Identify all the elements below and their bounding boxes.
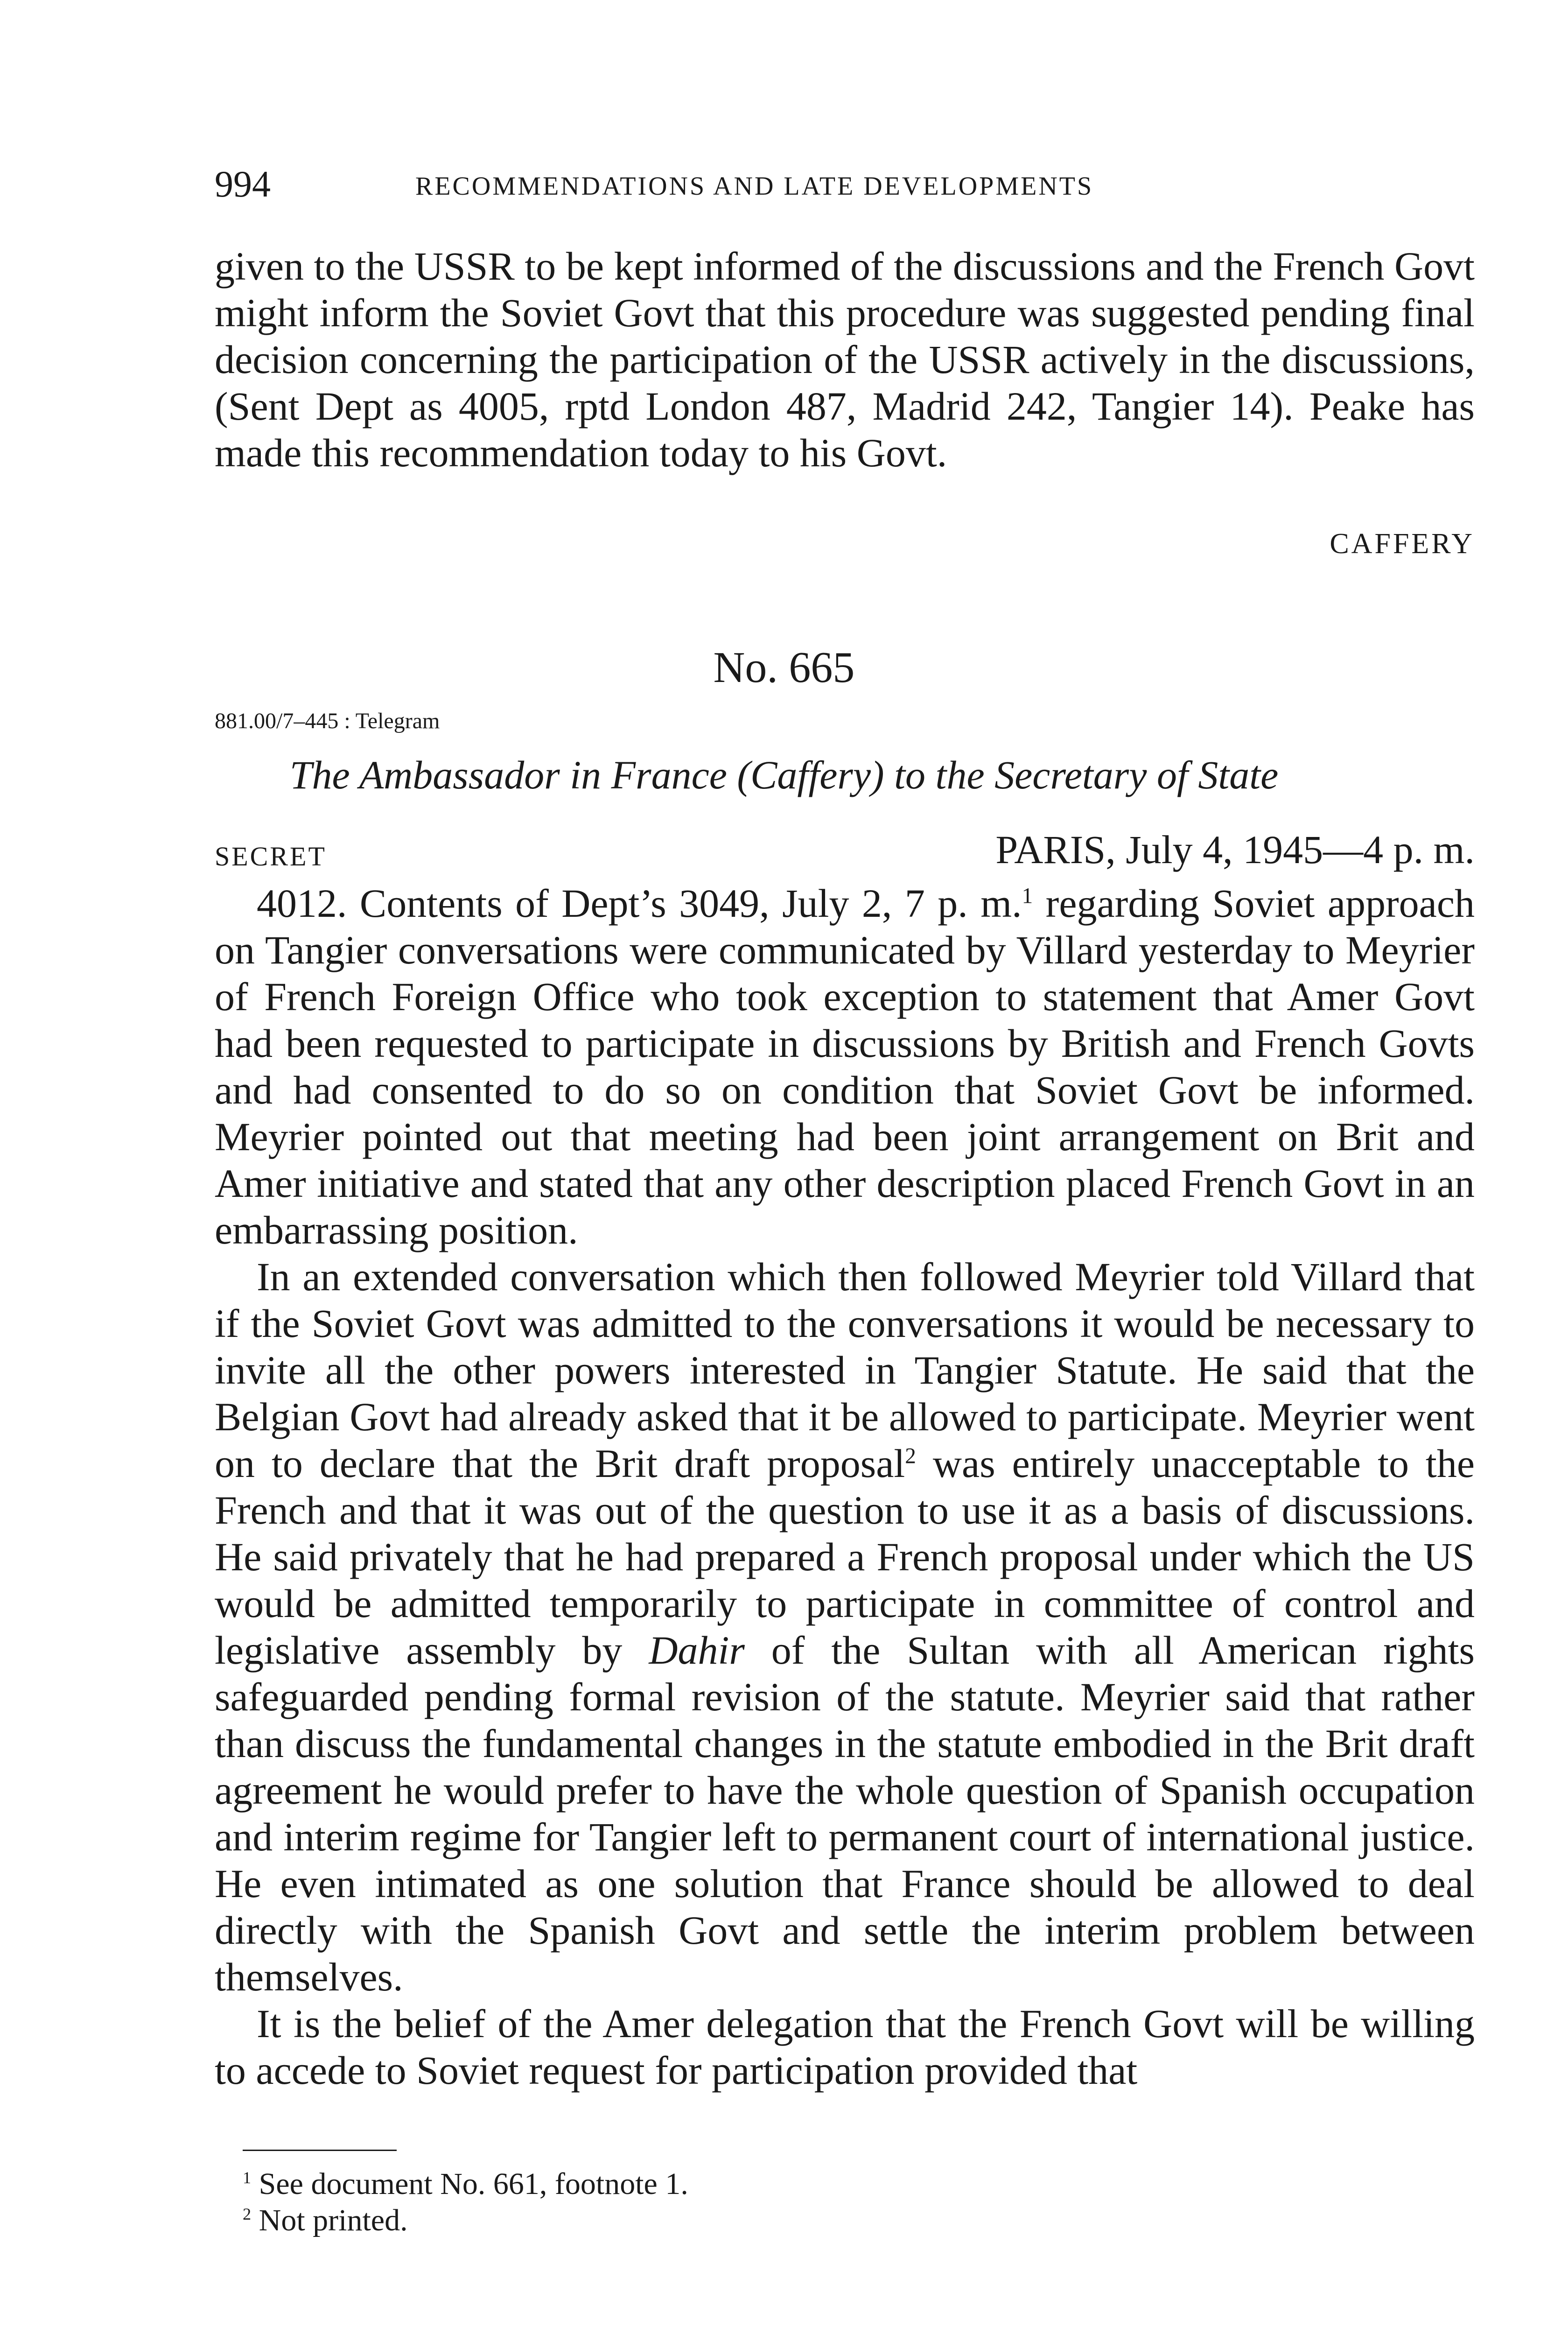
body-text: of the Sultan with all American rights safeguarded pending formal revision of the statute. Meyrier said that rather than discuss the fundamental changes in the statute embodied in the Brit draft agreement he would prefer to have the whole question of Spanish occupation and interim regime for Tangier left to permanent court of international justice. He even intimated as one solution that France should be allowed to deal directly with the Spanish Govt and settle the interim problem between themselves.	[215, 1628, 1475, 1999]
intro-paragraph: given to the USSR to be kept informed of the discussions and the French Govt might inform the Soviet Govt that this procedure was suggested pending final decision concerning the participation of the USSR actively in the discussions, (Sent Dept as 4005, rptd London 487, Madrid 242, Tangier 14). Peake has made this recommendation today to his Govt.	[215, 244, 1475, 475]
body-paragraph	[215, 1253, 1475, 2000]
running-title: RECOMMENDATIONS AND LATE DEVELOPMENTS	[415, 172, 1094, 201]
page-number: 994	[215, 164, 271, 205]
document-heading: The Ambassador in France (Caffery) to the Secretary of State	[289, 752, 1279, 797]
body-text: regarding Soviet approach on Tangier conversations were communicated by Villard yesterday to Meyrier of French Foreign Office who took exception to statement that Amer Govt had been requested to participate in discussions by British and French Govts and had consented to do so on condition that Soviet Govt be informed. Meyrier pointed out that meeting had been joint arrangement on Brit and Amer initiative and stated that any other description placed French Govt in an embarrassing position.	[215, 881, 1475, 1252]
body-paragraph	[215, 880, 1475, 1253]
continued-telegram-text	[215, 243, 1475, 476]
running-head	[215, 159, 1381, 210]
body-text: was entirely unacceptable to the French and that it was out of the question to use it as a basis of discussions. He said privately that he had prepared a French proposal under which the US would be admitted temporarily to participate in committee of control and legislative assembly by	[215, 1441, 1475, 1673]
footnote	[243, 2166, 1316, 2202]
footnote-text: Not printed.	[251, 2203, 408, 2237]
telegram-body	[215, 880, 1475, 2094]
dateline: PARIS, July 4, 1945—4 p. m.	[995, 827, 1475, 872]
footnote-reference: 1	[1022, 884, 1033, 908]
footnote-marker: 2	[243, 2205, 252, 2223]
footnotes	[243, 2166, 1316, 2239]
italic-term: Dahir	[649, 1628, 745, 1673]
footnote-text: See document No. 661, footnote 1.	[251, 2167, 688, 2201]
footnote-divider	[243, 2150, 397, 2151]
document-number: No. 665	[713, 643, 855, 692]
file-reference: 881.00/7–445 : Telegram	[215, 709, 440, 733]
body-paragraph: It is the belief of the Amer delegation that the French Govt will be willing to accede to Soviet request for participation provided that	[215, 2001, 1475, 2093]
footnote-reference: 2	[905, 1444, 916, 1469]
signature: CAFFERY	[1330, 528, 1475, 560]
footnote	[243, 2202, 1316, 2239]
body-text: In an extended conversation which then followed Meyrier told Villard that if the Soviet Govt was admitted to the conversations it would be necessary to invite all the other powers interested in Tangier Statute. He said that the Belgian Govt had already asked that it be allowed to participate. Meyrier went on to declare that the Brit draft proposal	[215, 1254, 1475, 1486]
classification-label: SECRET	[215, 841, 327, 872]
footnote-marker: 1	[243, 2168, 252, 2187]
body-text: 4012. Contents of Dept’s 3049, July 2, 7 p. m.	[257, 881, 1022, 926]
